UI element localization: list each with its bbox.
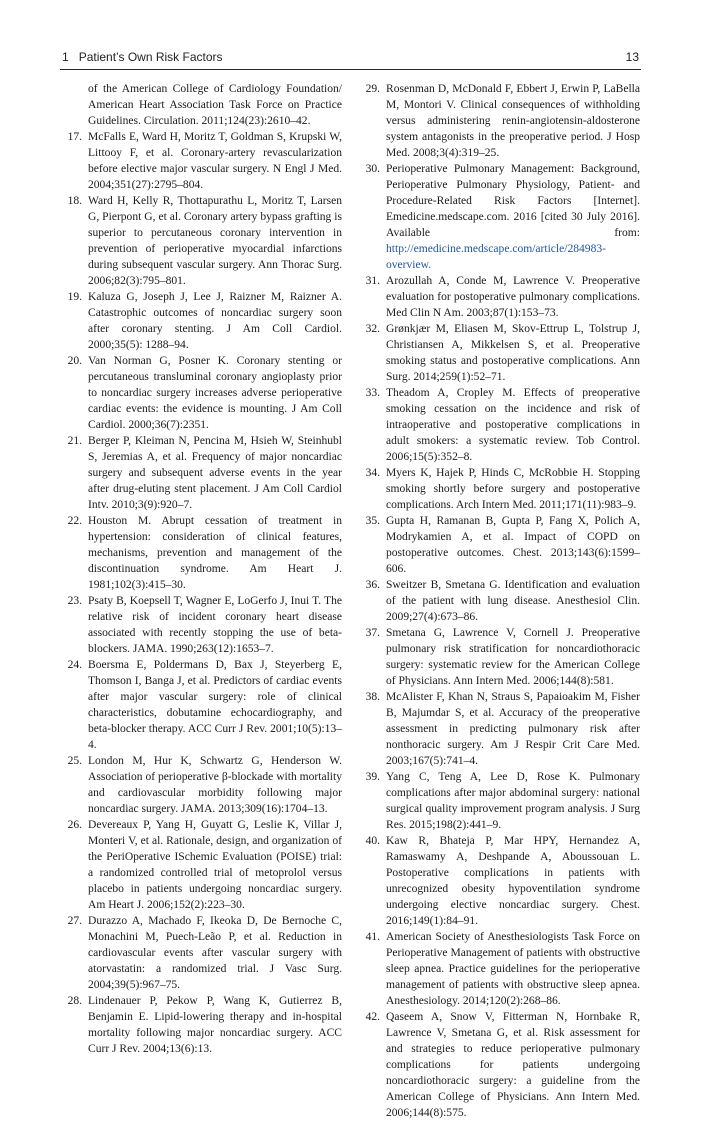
reference-item — [60, 817, 342, 913]
reference-text: Grønkjær M, Eliasen M, Skov-Ettrup L, Tolstrup J, Christiansen A, Mikkelsen S, et al. Preoperative smoking status and postoperative complications. Ann Surg. 2014;259(1):52–71. — [386, 323, 640, 383]
reference-item — [60, 513, 342, 593]
reference-text: Berger P, Kleiman N, Pencina M, Hsieh W, Steinhubl S, Jeremias A, et al. Frequency of major noncardiac surgery and subsequent adverse events in the year after drug-eluting stent placement. J Am Coll Cardiol Intv. 2010;3(9):920–7. — [88, 435, 342, 511]
reference-item — [358, 577, 640, 625]
running-header — [60, 47, 641, 70]
reference-item — [60, 433, 342, 513]
reference-item — [60, 353, 342, 433]
reference-item — [358, 769, 640, 833]
reference-text: American Society of Anesthesiologists Task Force on Perioperative Management of patients with obstructive sleep apnea. Practice guidelines for the perioperative management of patients with obstructive sleep apnea. Anesthesiology. 2014;120(2):268–86. — [386, 931, 640, 1007]
reference-number: 34. — [365, 467, 380, 479]
reference-text: Houston M. Abrupt cessation of treatment in hypertension: consideration of clinical features, mechanisms, prevention and management of the discontinuation syndrome. Am Heart J. 1981;102(3):415–30. — [88, 515, 342, 591]
reference-number: 33. — [365, 387, 380, 399]
reference-number: 25. — [67, 755, 82, 767]
reference-text: Ward H, Kelly R, Thottapurathu L, Moritz T, Larsen G, Pierpont G, et al. Coronary artery bypass grafting is superior to percutaneous coronary intervention in prevention of perioperative myocardial infarctions during subsequent vascular surgery. Ann Thorac Surg. 2006;82(3):795–801. — [88, 195, 342, 287]
reference-text: Rosenman D, McDonald F, Ebbert J, Erwin P, LaBella M, Montori V. Clinical consequences of withholding versus administering renin-angiotensin-aldosterone system antagonists in the preoperative period. J Hosp Med. 2008;3(4):319–25. — [386, 83, 640, 159]
reference-item — [60, 129, 342, 193]
references-right-column — [358, 81, 640, 1121]
reference-number: 30. — [365, 163, 380, 175]
reference-number: 20. — [67, 355, 82, 367]
page-number: 13 — [625, 50, 639, 64]
reference-number: 24. — [67, 659, 82, 671]
reference-text: Durazzo A, Machado F, Ikeoka D, De Bernoche C, Monachini M, Puech-Leão P, et al. Reduction in cardiovascular events after vascular surgery with atorvastatin: a randomized trial. J Vasc Surg. 2004;39(5):967–75. — [88, 915, 342, 991]
reference-text: Van Norman G, Posner K. Coronary stenting or percutaneous transluminal coronary angioplasty prior to noncardiac surgery increases adverse perioperative cardiac events: the evidence is mounting. J Am Coll Cardiol. 2000;36(7):2351. — [88, 355, 342, 431]
reference-item — [60, 193, 342, 289]
reference-number: 21. — [67, 435, 82, 447]
reference-item — [358, 689, 640, 769]
reference-number: 27. — [67, 915, 82, 927]
reference-number: 28. — [67, 995, 82, 1007]
reference-number: 41. — [365, 931, 380, 943]
reference-item — [358, 321, 640, 385]
reference-item — [60, 913, 342, 993]
reference-text: Psaty B, Koepsell T, Wagner E, LoGerfo J, Inui T. The relative risk of incident coronary heart disease associated with recently stopping the use of beta-blockers. JAMA. 1990;263(12):1653–7. — [88, 595, 342, 655]
chapter-number: 1 — [62, 50, 69, 64]
reference-item — [358, 833, 640, 929]
chapter-title: Patient’s Own Risk Factors — [78, 50, 223, 64]
reference-text: London M, Hur K, Schwartz G, Henderson W. Association of perioperative β-blockade with mortality and cardiovascular morbidity following major noncardiac surgery. JAMA. 2013;309(16):1704–13. — [88, 755, 342, 815]
reference-number: 42. — [365, 1011, 380, 1023]
reference-text: of the American College of Cardiology Foundation/ American Heart Association Task Force on Practice Guidelines. Circulation. 2011;124(23):2610–42. — [88, 83, 342, 127]
reference-number: 17. — [67, 131, 82, 143]
reference-item — [358, 465, 640, 513]
reference-item — [358, 385, 640, 465]
reference-text: Lindenauer P, Pekow P, Wang K, Gutierrez B, Benjamin E. Lipid-lowering therapy and in-hospital mortality following major noncardiac surgery. ACC Curr J Rev. 2004;13(6):13. — [88, 995, 342, 1055]
reference-number: 40. — [365, 835, 380, 847]
reference-number: 22. — [67, 515, 82, 527]
reference-number: 29. — [365, 83, 380, 95]
reference-item — [60, 993, 342, 1057]
reference-text: Arozullah A, Conde M, Lawrence V. Preoperative evaluation for postoperative pulmonary complications. Med Clin N Am. 2003;87(1):153–73. — [386, 275, 640, 319]
reference-item — [358, 513, 640, 577]
reference-text: Kaw R, Bhateja P, Mar HPY, Hernandez A, Ramaswamy A, Deshpande A, Aboussouan L. Postoperative complications in patients with unrecognized obesity hypoventilation syndrome undergoing elective noncardiac surgery. Chest. 2016;149(1):84–91. — [386, 835, 640, 927]
reference-number: 37. — [365, 627, 380, 639]
reference-number: 35. — [365, 515, 380, 527]
reference-text: Kaluza G, Joseph J, Lee J, Raizner M, Raizner A. Catastrophic outcomes of noncardiac surgery soon after coronary stenting. J Am Coll Cardiol. 2000;35(5): 1288–94. — [88, 291, 342, 351]
reference-text: McFalls E, Ward H, Moritz T, Goldman S, Krupski W, Littooy F, et al. Coronary-artery revascularization before elective major vascular surgery. N Engl J Med. 2004;351(27):2795–804. — [88, 131, 342, 191]
reference-text: Qaseem A, Snow V, Fitterman N, Hornbake R, Lawrence V, Smetana G, et al. Risk assessment for and strategies to reduce perioperative pulmonary complications for patients undergoing noncardiothoracic surgery: a guideline from the American College of Physicians. Ann Intern Med. 2006;144(8):575. — [386, 1011, 640, 1119]
reference-number: 39. — [365, 771, 380, 783]
reference-text: Smetana G, Lawrence V, Cornell J. Preoperative pulmonary risk stratification for noncardiothoracic surgery: systematic review for the American College of Physicians. Ann Intern Med. 2006;144(8):581. — [386, 627, 640, 687]
reference-text: Theadom A, Cropley M. Effects of preoperative smoking cessation on the incidence and risk of intraoperative and postoperative complications in adult smokers: a systematic review. Tob Control. 2006;15(5):352–8. — [386, 387, 640, 463]
reference-item — [358, 161, 640, 273]
chapter-heading — [62, 50, 223, 64]
reference-number: 31. — [365, 275, 380, 287]
reference-number: 18. — [67, 195, 82, 207]
reference-number: 23. — [67, 595, 82, 607]
reference-item — [60, 81, 342, 129]
reference-number: 32. — [365, 323, 380, 335]
reference-text: Perioperative Pulmonary Management: Background, Perioperative Pulmonary Physiology, Patient- and Procedure-Related Risk Factors [Internet]. Emedicine.medscape.com. 2016 [cited 30 July 2016]. Available from: — [386, 163, 640, 239]
reference-text: Yang C, Teng A, Lee D, Rose K. Pulmonary complications after major abdominal surgery: national surgical quality improvement program analysis. J Surg Res. 2015;198(2):441–9. — [386, 771, 640, 831]
reference-text: Boersma E, Poldermans D, Bax J, Steyerberg E, Thomson I, Banga J, et al. Predictors of cardiac events after major vascular surgery: role of clinical characteristics, dobutamine echocardiography, and beta-blocker therapy. ACC Curr J Rev. 2001;10(5):13–4. — [88, 659, 342, 751]
references-left-column — [60, 81, 342, 1057]
reference-text: McAlister F, Khan N, Straus S, Papaioakim M, Fisher B, Majumdar S, et al. Accuracy of the preoperative assessment in predicting pulmonary risk after nonthoracic surgery. Am J Respir Crit Care Med. 2003;167(5):741–4. — [386, 691, 640, 767]
reference-item — [60, 657, 342, 753]
reference-item — [60, 753, 342, 817]
reference-number: 38. — [365, 691, 380, 703]
reference-item — [358, 273, 640, 321]
reference-number: 26. — [67, 819, 82, 831]
reference-item — [60, 289, 342, 353]
reference-item — [60, 593, 342, 657]
reference-link[interactable]: http://emedicine.medscape.com/article/284983-overview. — [386, 243, 606, 271]
reference-text: Gupta H, Ramanan B, Gupta P, Fang X, Polich A, Modrykamien A, et al. Impact of COPD on postoperative outcomes. Chest. 2013;143(6):1599–606. — [386, 515, 640, 575]
reference-number: 36. — [365, 579, 380, 591]
reference-item — [358, 625, 640, 689]
reference-item — [358, 1009, 640, 1121]
reference-text: Myers K, Hajek P, Hinds C, McRobbie H. Stopping smoking shortly before surgery and postoperative complications. Arch Intern Med. 2011;171(11):983–9. — [386, 467, 640, 511]
reference-text: Devereaux P, Yang H, Guyatt G, Leslie K, Villar J, Monteri V, et al. Rationale, design, and organization of the PeriOperative ISchemic Evaluation (POISE) trial: a randomized controlled trial of metoprolol versus placebo in patients undergoing noncardiac surgery. Am Heart J. 2006;152(2):223–30. — [88, 819, 342, 911]
reference-item — [358, 81, 640, 161]
reference-text: Sweitzer B, Smetana G. Identification and evaluation of the patient with lung disease. Anesthesiol Clin. 2009;27(4):673–86. — [386, 579, 640, 623]
reference-number: 19. — [67, 291, 82, 303]
reference-item — [358, 929, 640, 1009]
